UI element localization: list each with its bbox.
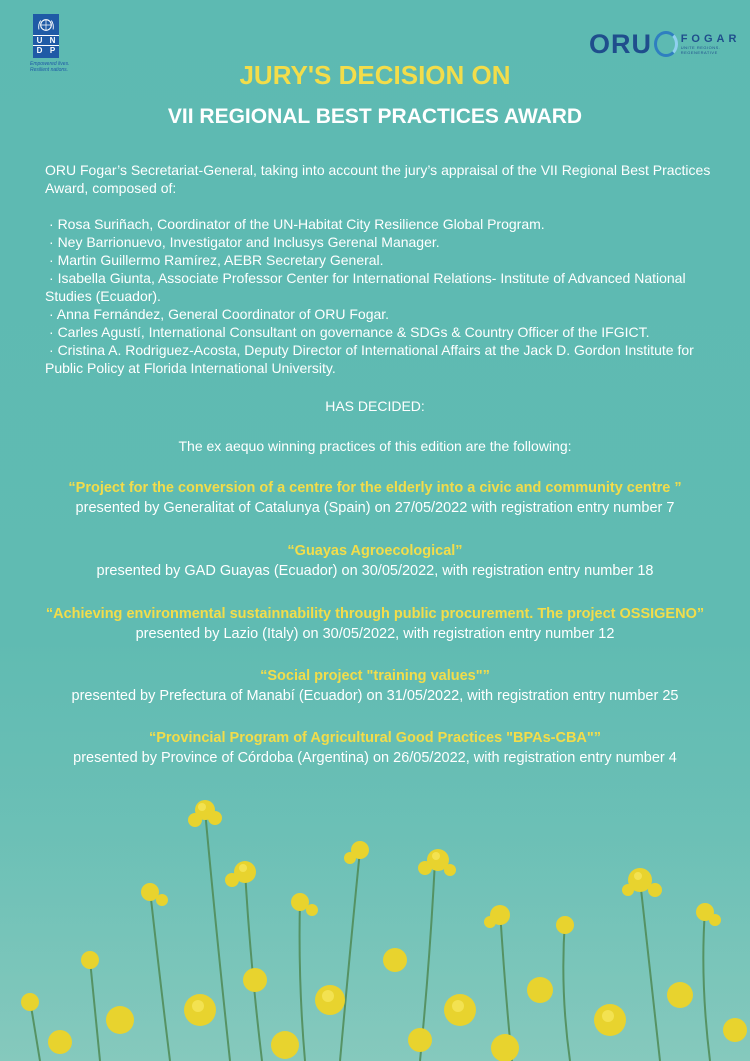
winning-practice [0, 728, 750, 768]
jury-member: · Anna Fernández, General Coordinator of ORU Fogar. [45, 305, 735, 323]
practice-title: “Social project "training values"” [260, 668, 490, 684]
undp-letter: D [33, 45, 46, 55]
undp-letter: P [46, 45, 59, 55]
winning-practice [0, 666, 750, 706]
jury-member: · Ney Barrionuevo, Investigator and Inclusys Gerenal Manager. [45, 233, 735, 251]
un-emblem-icon [37, 17, 55, 33]
winning-practice [0, 604, 750, 644]
jury-list [45, 215, 735, 377]
practice-title: “Provincial Program of Agricultural Good Practices "BPAs-CBA"” [148, 730, 602, 746]
practice-description: presented by Generalitat of Catalunya (Spain) on 27/05/2022 with registration entry number 7 [75, 500, 675, 516]
undp-tagline: Empowered lives. Resilient nations. [30, 61, 70, 73]
decision-heading: HAS DECIDED: [325, 398, 425, 414]
page-title-line2: VII REGIONAL BEST PRACTICES AWARD [167, 105, 583, 128]
jury-member: · Cristina A. Rodriguez-Acosta, Deputy Director of International Affairs at the Jack D. Gordon Institute for Public Policy at Florida International University. [45, 341, 735, 377]
oru-ring-icon [654, 31, 678, 57]
practice-title: “Guayas Agroecological” [287, 543, 463, 559]
winning-practice [0, 478, 750, 518]
practice-title: “Achieving environmental sustainnability through public procurement. The project OSSIGENO” [45, 606, 705, 622]
jury-member: · Isabella Giunta, Associate Professor Center for International Relations- Institute of Advanced National Studies (Ecuador). [45, 269, 735, 305]
oru-logo-text: ORU [589, 29, 652, 59]
jury-member: · Carles Agustí, International Consultant on governance & SDGs & Country Officer of the IFGICT. [45, 323, 735, 341]
practice-description: presented by Prefectura of Manabí (Ecuador) on 31/05/2022, with registration entry number 25 [71, 688, 679, 704]
undp-letter: N [46, 35, 59, 45]
intro-paragraph: ORU Fogar’s Secretariat-General, taking into account the jury’s appraisal of the VII Regional Best Practices Award, composed of: [45, 162, 711, 196]
practice-description: presented by Province of Córdoba (Argentina) on 26/05/2022, with registration entry number 4 [73, 750, 677, 766]
fogar-block [681, 33, 750, 55]
fogar-logo-text: FOGAR [680, 33, 741, 45]
jury-member: · Martin Guillermo Ramírez, AEBR Secretary General. [45, 251, 735, 269]
jury-member: · Rosa Suriñach, Coordinator of the UN-Habitat City Resilience Global Program. [45, 215, 735, 233]
undp-letters [33, 35, 59, 55]
winners-intro: The ex aequo winning practices of this edition are the following: [178, 438, 572, 454]
fogar-logo-subtitle: UNITE REGIONS. REGENERATIVE [680, 45, 721, 55]
winning-practice [0, 541, 750, 581]
oru-fogar-logo [589, 30, 750, 58]
flower-field-image [0, 780, 750, 1061]
practice-title: “Project for the conversion of a centre for the elderly into a civic and community centre ” [68, 480, 682, 496]
page-title-line1: JURY'S DECISION ON [239, 60, 511, 90]
undp-logo-box [33, 14, 59, 58]
practice-description: presented by Lazio (Italy) on 30/05/2022, with registration entry number 12 [135, 626, 615, 642]
undp-letter: U [33, 35, 46, 45]
practice-description: presented by GAD Guayas (Ecuador) on 30/05/2022, with registration entry number 18 [96, 563, 654, 579]
